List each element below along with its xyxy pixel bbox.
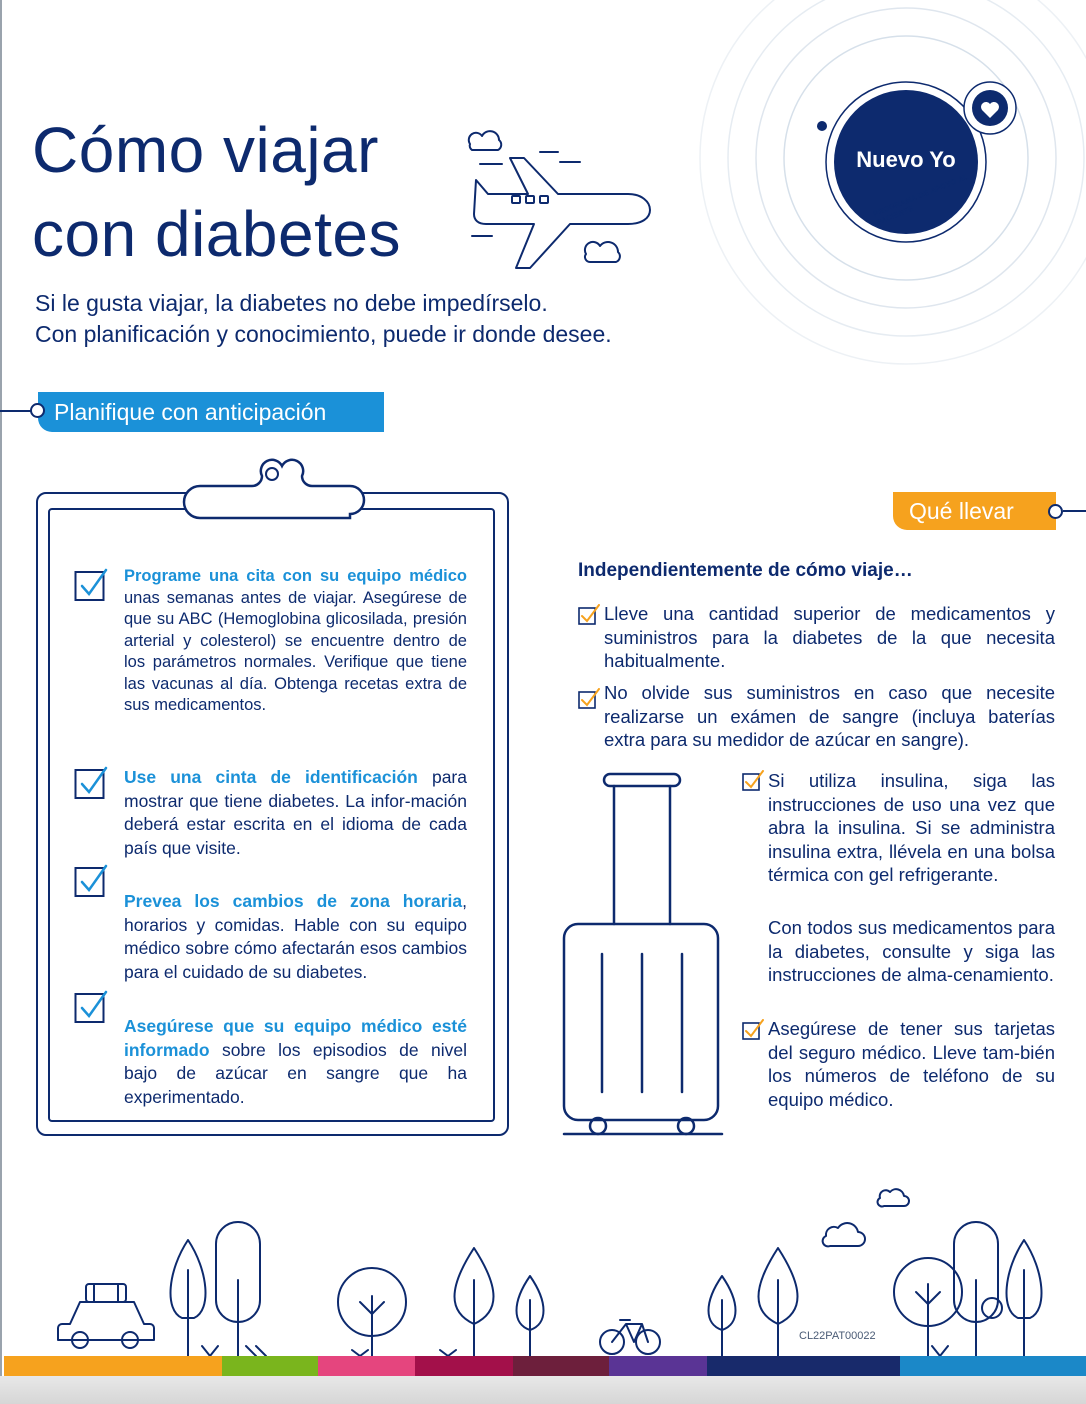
checkbox-icon — [74, 990, 108, 1024]
color-stripe-purple — [609, 1356, 707, 1376]
carry-item-4: Con todos sus medicamentos para la diabetes, consulte y siga las instrucciones de alma-cenamiento. — [768, 917, 1055, 985]
suitcase-icon — [560, 770, 730, 1140]
carry-pill-connector — [1063, 510, 1086, 512]
page-subtitle: Si le gusta viajar, la diabetes no debe impedírselo. Con planificación y conocimiento, puede ir donde desee. — [35, 290, 612, 347]
color-stripe-blue — [900, 1356, 1086, 1376]
checkbox-icon — [742, 1019, 764, 1041]
page-bottom-shade — [0, 1376, 1086, 1404]
page-title: Cómo viajar con diabetes — [32, 114, 401, 270]
carry-item-2: No olvide sus suministros en caso que necesite realizarse un exámen de sangre (incluya baterías extra para su medidor de azúcar en sangre). — [604, 682, 1055, 750]
color-stripe-green — [222, 1356, 318, 1376]
airplane-icon — [462, 124, 672, 274]
plan-item-4: Asegúrese que su equipo médico esté informado sobre los episodios de nivel bajo de azúcar en sangre que ha experimentado. — [124, 1016, 467, 1107]
checkbox-icon — [74, 766, 108, 800]
carry-item-3: Si utiliza insulina, siga las instrucciones de uso una vez que abra la insulina. Si se administra insulina extra, llévela en una bolsa térmica con gel refrigerante. — [768, 770, 1055, 885]
footer-code: CL22PAT00022 — [799, 1330, 876, 1342]
plan-item-1: Programe una cita con su equipo médico unas semanas antes de viajar. Asegúrese de que su ABC (Hemoglobina glicosilada, presión arterial y colesterol) se encuentre dentro de los parámetros normales. Verifique que tiene las vacunas al día. Obtenga recetas extra de sus medicamentos. — [124, 567, 467, 714]
color-stripe-navy — [707, 1356, 900, 1376]
logo-arc-text: PROGRAMA DE APOYO AL PACIENTE — [872, 172, 970, 227]
clipboard-clip-icon — [180, 452, 366, 524]
color-stripe-orange — [4, 1356, 222, 1376]
checkbox-icon — [742, 770, 764, 792]
color-stripe-pink — [318, 1356, 415, 1376]
plan-pill-node — [30, 403, 45, 418]
plan-item-2: Use una cinta de identificación para mostrar que tiene diabetes. La infor-mación deberá estar escrita en el idioma de cada país que visite. — [124, 767, 467, 858]
plan-section-label: Planifique con anticipación — [38, 392, 384, 432]
landscape-illustration — [0, 1180, 1086, 1356]
checkbox-icon — [578, 604, 600, 626]
color-stripe-crimson — [415, 1356, 513, 1376]
carry-section-label: Qué llevar — [893, 492, 1056, 530]
plan-item-3: Prevea los cambios de zona horaria, horarios y comidas. Hable con su equipo médico sobre cómo afectarán esos cambios para el cuidado de su diabetes. — [124, 891, 467, 982]
logo-name: Nuevo Yo — [856, 147, 956, 172]
page-left-rule — [0, 0, 2, 1380]
checkbox-icon — [74, 864, 108, 898]
carry-pill-node — [1048, 504, 1063, 519]
color-stripe-maroon — [513, 1356, 609, 1376]
carry-item-1: Lleve una cantidad superior de medicamentos y suministros para la diabetes de la que necesita habitualmente. — [604, 603, 1055, 671]
checkbox-icon — [74, 568, 108, 602]
checkbox-icon — [578, 688, 600, 710]
carry-item-5: Asegúrese de tener sus tarjetas del seguro médico. Lleve tam-bién los números de teléfono de su equipo médico. — [768, 1018, 1055, 1110]
carry-heading: Independientemente de cómo viaje… — [578, 560, 913, 581]
